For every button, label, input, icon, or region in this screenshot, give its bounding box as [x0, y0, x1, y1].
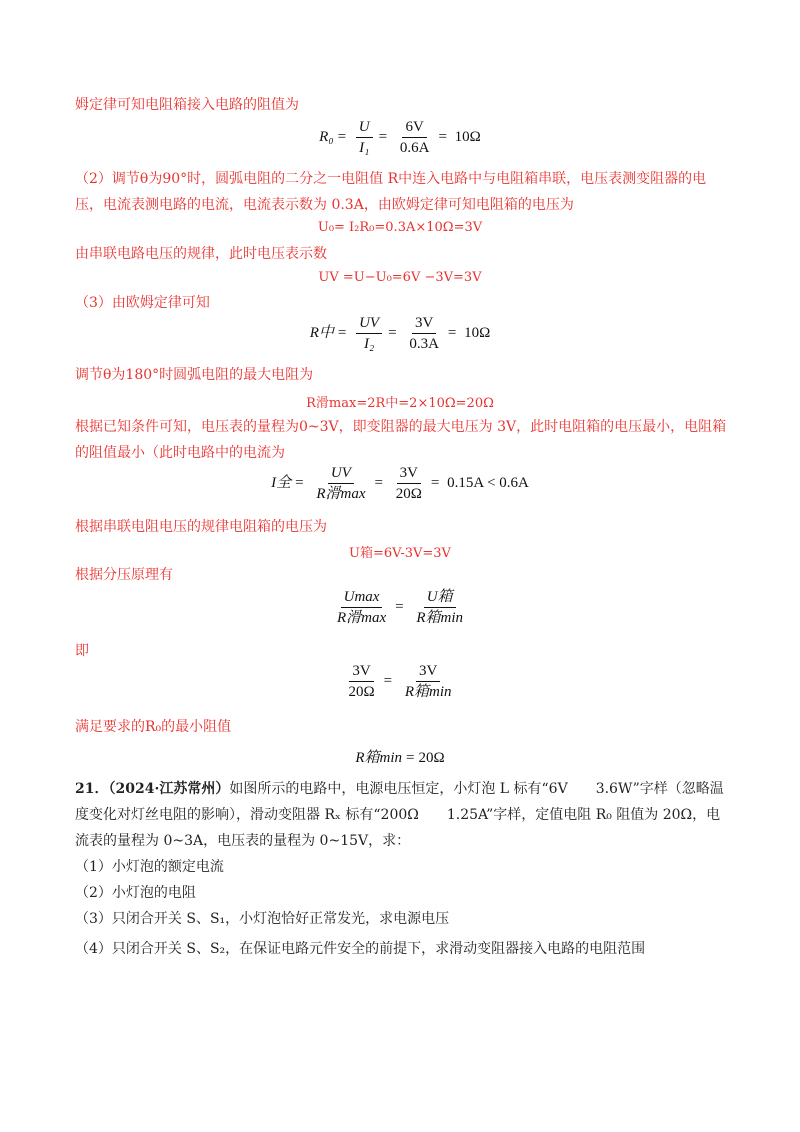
text-line: U₀= I₂R₀=0.3A×10Ω=3V	[317, 220, 483, 235]
eq-num: UV	[356, 314, 382, 334]
eq-rhs: 10Ω	[454, 128, 481, 145]
text-line: 根据串联电阻电压的规律电阻箱的电压为	[75, 519, 327, 535]
text-line: 根据已知条件可知，电压表的量程为0~3V，即变阻器的最大电压为 3V，此时电阻箱的电压最小，电阻箱	[75, 419, 727, 435]
eq-num: 3V	[349, 662, 373, 682]
text-line: 满足要求的R₀的最小阻值	[75, 719, 232, 735]
equation-r0: R₀ = $\frac{U}{\text{I₁}}$ = $\frac{6V}{0.6A}$ = 10Ω	[319, 119, 481, 156]
question-2: （2）小灯泡的电阻	[75, 885, 196, 901]
eq-num: Umax	[341, 588, 383, 608]
text-line: （2）调节θ为90°时，圆弧电阻的二分之一电阻值 R中连入电路中与电阻箱串联，电压表测变阻器的电	[75, 171, 707, 187]
eq-lhs: R₀	[319, 128, 334, 145]
problem-line: 度变化对灯丝电阻的影响），滑动变阻器 Rₓ 标有“200Ω 1.25A”字样，定值电阻 R₀ 阻值为 20Ω，电	[75, 807, 721, 823]
eq-num: 3V	[412, 314, 436, 334]
text-line: UV =U−U₀=6V −3V=3V	[318, 270, 482, 285]
eq-rhs: 0.15A < 0.6A	[447, 474, 529, 491]
eq-num: U	[356, 118, 373, 138]
text-line: 根据分压原理有	[75, 567, 173, 583]
eq-lhs: R中	[309, 324, 334, 341]
eq-den: R箱min	[404, 684, 452, 700]
problem-line: 流表的量程为 0~3A，电压表的量程为 0~15V，求：	[75, 833, 411, 849]
text-line: 姆定律可知电阻箱接入电路的阻值为	[75, 97, 299, 113]
question-4: （4）只闭合开关 S、S₂，在保证电路元件安全的前提下，求滑动变阻器接入电路的电阻范围	[75, 941, 646, 957]
eq-lhs: R箱min	[355, 750, 403, 766]
equation-substituted: $\frac{3V}{20\Omega}$ = $\frac{3V}{\text{R箱min}}$	[0, 662, 800, 701]
eq-num: UV	[328, 464, 354, 484]
equation-r-mid: R中 = $\frac{UV}{\text{I₂}}$ = $\frac{3V}{0.3A}$ = 10Ω	[309, 315, 491, 352]
problem-number: 21．（2024·江苏常州）	[75, 781, 230, 797]
text-line: （3）由欧姆定律可知	[75, 295, 210, 311]
problem-text: 如图所示的电路中，电源电压恒定，小灯泡 L 标有“6V 3.6W”字样（忽略温	[229, 781, 724, 797]
text-line: 的阻值最小（此时电路中的电流为	[75, 445, 285, 461]
eq-den: 0.3A	[409, 336, 439, 352]
problem-line	[75, 780, 724, 798]
question-3: （3）只闭合开关 S、S₁，小灯泡恰好正常发光，求电源电压	[75, 911, 450, 927]
eq-den: R滑max	[336, 610, 387, 626]
text-line: R滑max=2R中=2×10Ω=20Ω	[306, 396, 494, 411]
eq-den: 20Ω	[395, 486, 422, 502]
eq-num: U箱	[424, 588, 456, 608]
text-line: 压，电流表测电路的电流，电流表示数为 0.3A，由欧姆定律可知电阻箱的电压为	[75, 197, 574, 213]
eq-den: R滑max	[316, 486, 366, 502]
question-1: （1）小灯泡的额定电流	[75, 859, 224, 875]
text-line: 调节θ为180°时圆弧电阻的最大电阻为	[75, 367, 314, 383]
eq-rhs: 20Ω	[418, 750, 445, 766]
eq-den: R箱min	[416, 610, 464, 626]
eq-num: 6V	[402, 118, 426, 138]
equation-ratio: $\frac{Umax}{\text{R滑max}}$ = $\frac{\text{U箱}}{\text{R箱min}}$	[0, 588, 800, 627]
equation-i-total: I全 = $\frac{UV}{\text{R滑max}}$ = $\frac{3V}{20\Omega}$ = 0.15A < 0.6A	[271, 465, 529, 502]
eq-den: I₂	[363, 336, 375, 352]
text-line: 即	[75, 643, 89, 659]
eq-den: 20Ω	[348, 684, 375, 700]
eq-den: I₁	[359, 140, 370, 156]
eq-num: 3V	[397, 464, 421, 484]
text-line: 由串联电路电压的规律，此时电压表示数	[75, 246, 327, 262]
eq-den: 0.6A	[399, 140, 430, 156]
eq-lhs: I全	[271, 474, 292, 491]
equation-result: R箱min = 20Ω	[355, 750, 445, 766]
text-line: U箱=6V-3V=3V	[349, 546, 451, 561]
eq-rhs: 10Ω	[464, 324, 491, 341]
eq-num: 3V	[416, 662, 440, 682]
